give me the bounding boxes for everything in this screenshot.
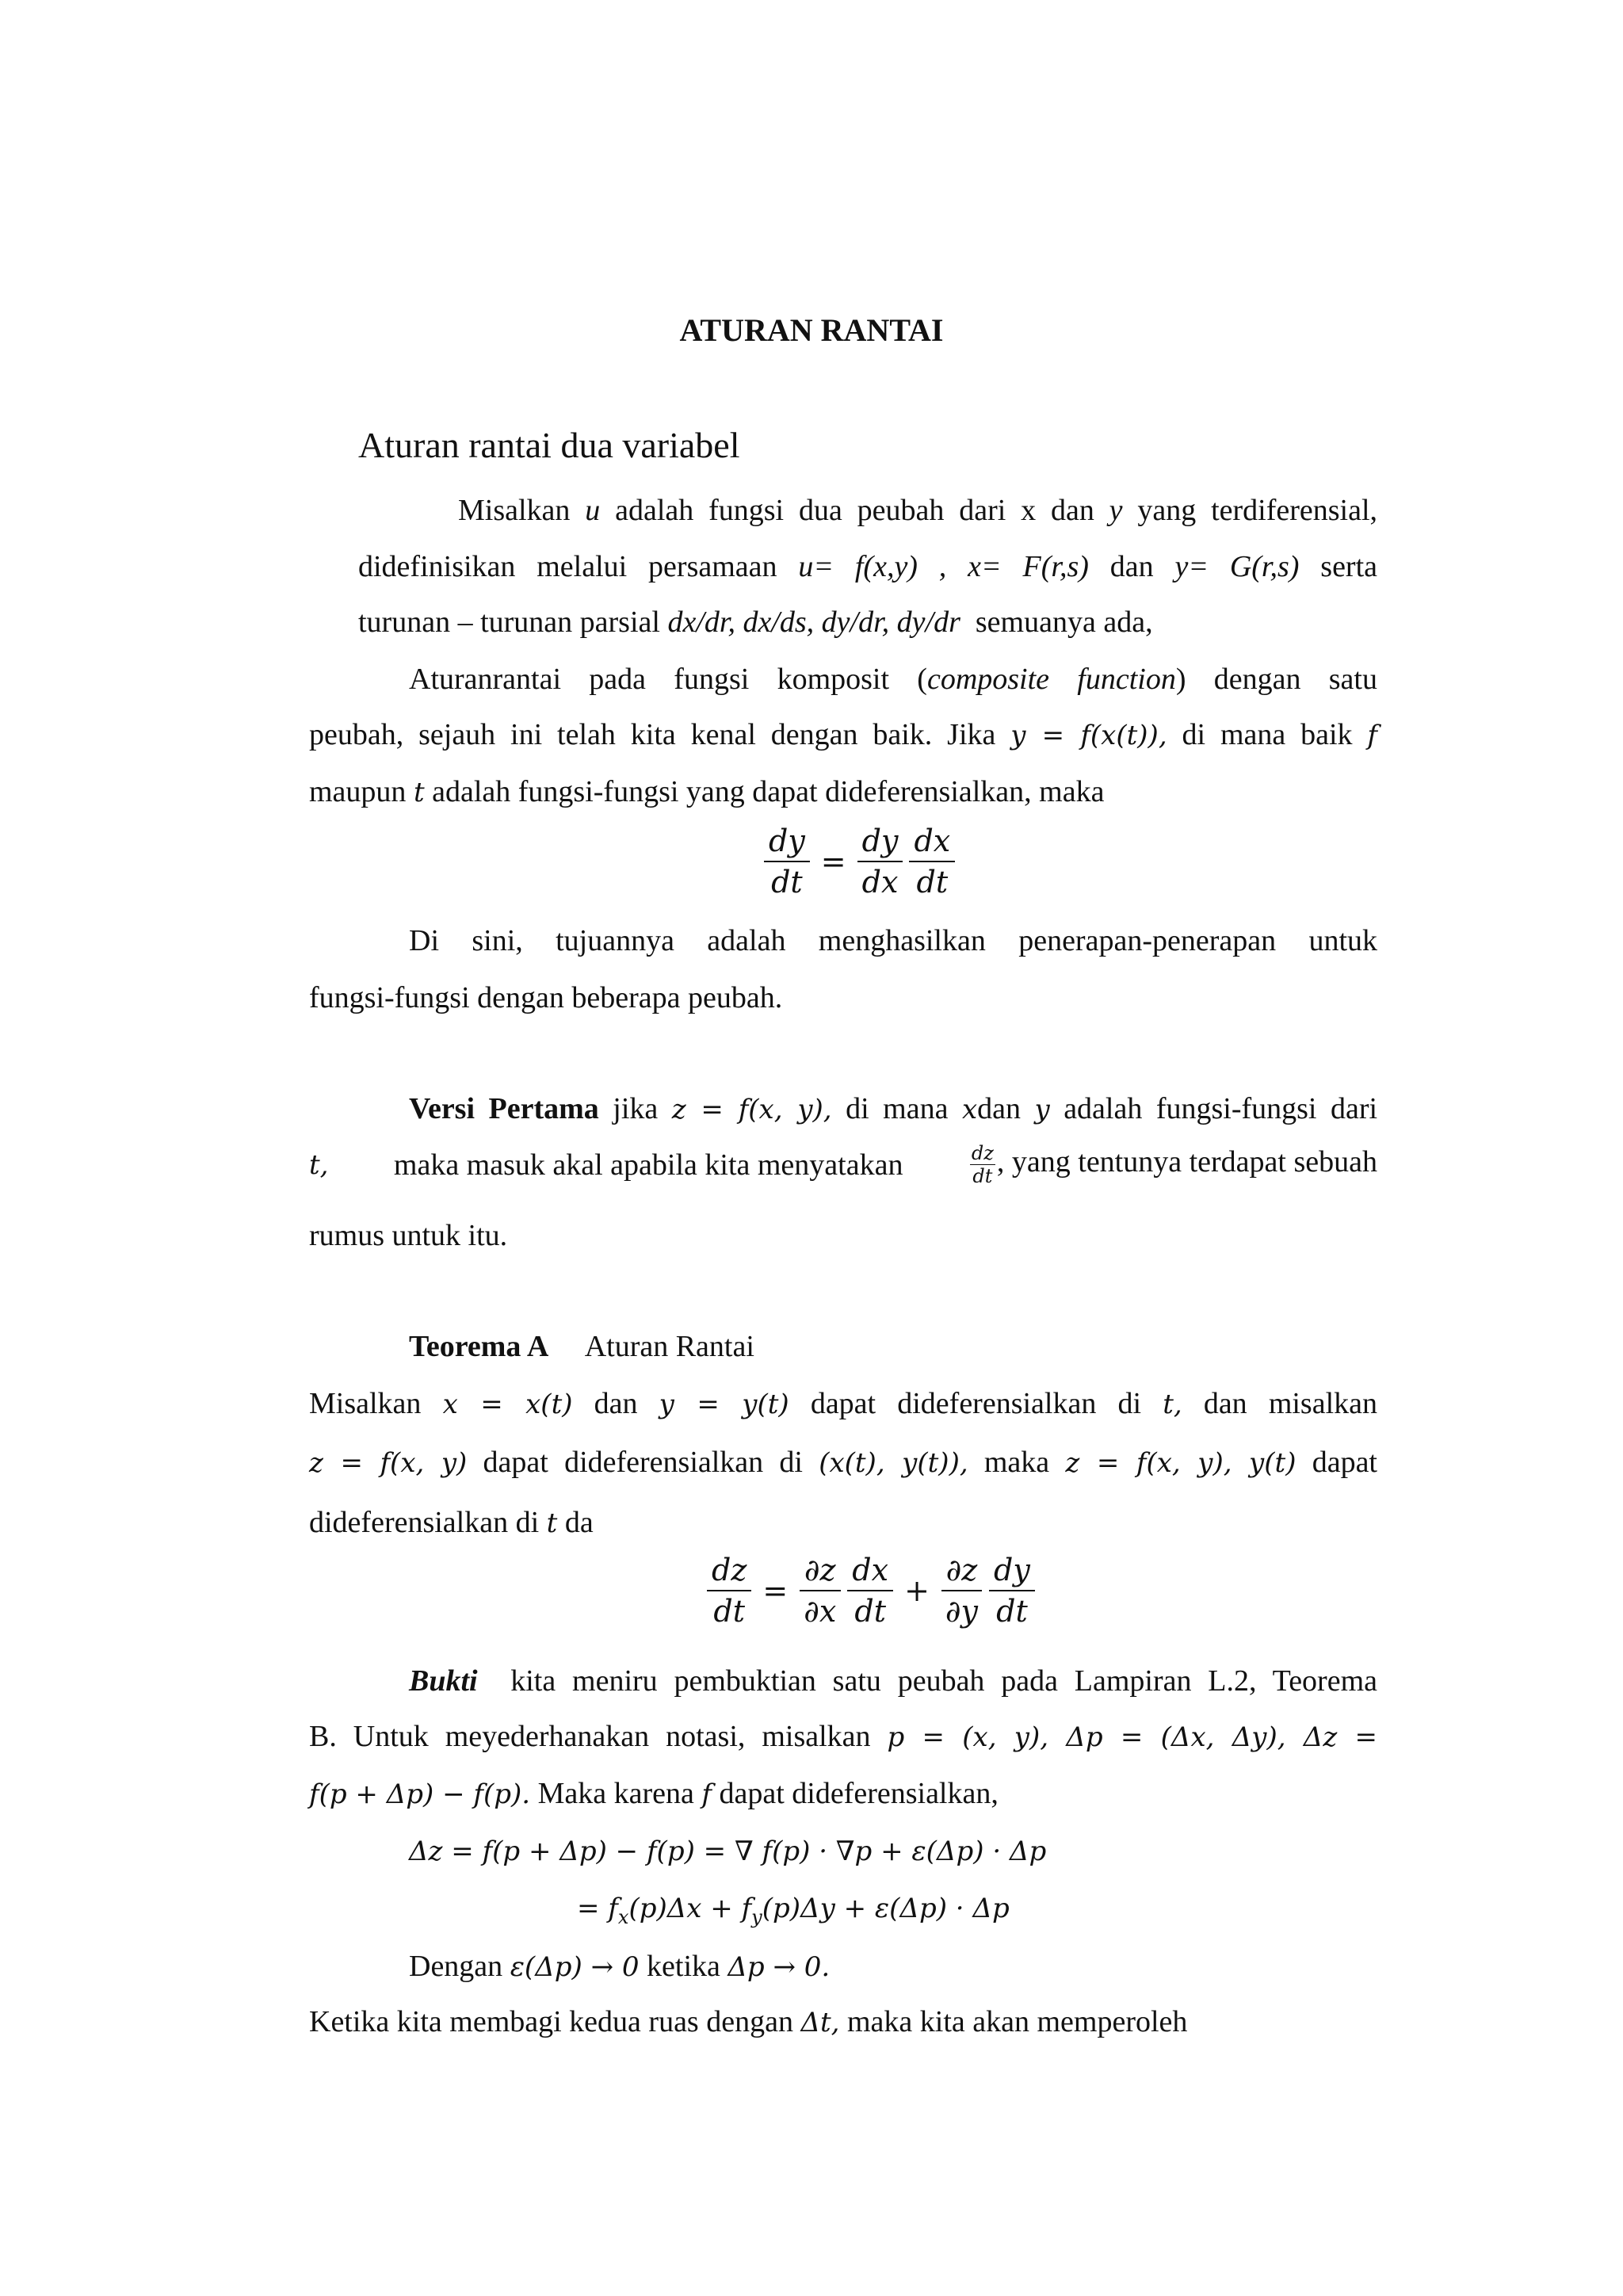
proof-line2: B. Untuk meyederhanakan notasi, misalkan p = (x, y), Δp = (Δx, Δy), Δz =	[309, 1720, 1377, 1753]
para4-line2: t, maka masuk akal apabila kita menyatakan $\frac{dz}{dt}$ , yang tentunya terdapat sebuah	[309, 1142, 1377, 1187]
proof-line3: f(p + Δp) − f(p). Maka karena f dapat dideferensialkan,	[309, 1777, 999, 1810]
para4-line3: rumus untuk itu.	[309, 1219, 508, 1252]
equation-chain-rule-two-variable: $\frac{dz}{dt}$ = $\frac{\partial z}{\partial x}$ $\frac{dx}{dt}$ + $\frac{\partial z}{\partial y}$ $\frac{dy}{dt}$	[704, 1555, 1038, 1626]
theorem-heading: Teorema A Aturan Rantai	[409, 1330, 754, 1363]
section-heading: Aturan rantai dua variabel	[358, 425, 740, 465]
para3-line2: fungsi-fungsi dengan beberapa peubah.	[309, 981, 783, 1014]
theorem-line1: Misalkan x = x(t) dan y = y(t) dapat dideferensialkan di t, dan misalkan	[309, 1387, 1378, 1420]
equation-chain-rule-single: $\frac{dy}{dt}$ = $\frac{dy}{dx}$ $\frac{dx}{dt}$	[761, 826, 958, 897]
para3-line1: Di sini, tujuannya adalah menghasilkan penerapan-penerapan untuk	[409, 924, 1377, 957]
para1-line1: Misalkan u adalah fungsi dua peubah dari x dan y yang terdiferensial,	[458, 494, 1378, 527]
para4-line1: Versi Pertama jika z = f(x, y), di mana xdan y adalah fungsi-fungsi dari	[409, 1092, 1378, 1125]
proof-line4: Dengan ε(Δp) → 0 ketika Δp → 0.	[409, 1950, 831, 1983]
theorem-line3: dideferensialkan di t da	[309, 1506, 594, 1539]
proof-equation-line2: = $f_x(p)\Delta x + f_y(p)\Delta y + \varepsilon(\Delta p) \cdot \Delta p$	[577, 1893, 1010, 1928]
proof-line1: Bukti kita meniru pembuktian satu peubah pada Lampiran L.2, Teorema	[409, 1664, 1378, 1698]
proof-line5: Ketika kita membagi kedua ruas dengan Δt, maka kita akan memperoleh	[309, 2005, 1188, 2038]
para1-line2: didefinisikan melalui persamaan u= f(x,y) , x= F(r,s) dan y= G(r,s) serta	[358, 550, 1378, 583]
para2-line3: maupun t adalah fungsi-fungsi yang dapat dideferensialkan, maka	[309, 775, 1105, 808]
para1-line3: turunan – turunan parsial dx/dr, dx/ds, dy/dr, dy/dr semuanya ada,	[358, 606, 1153, 639]
para2-line2: peubah, sejauh ini telah kita kenal dengan baik. Jika y = f(x(t)), di mana baik f	[309, 718, 1378, 751]
theorem-line2: z = f(x, y) dapat dideferensialkan di (x(t), y(t)), maka z = f(x, y), y(t) dapat	[309, 1446, 1377, 1479]
proof-equation-line1: Δz = f(p + Δp) − f(p) = ∇ f(p) · ∇p + ε(Δp) · Δp	[409, 1836, 1047, 1867]
para2-line1: Aturanrantai pada fungsi komposit (composite function) dengan satu	[409, 663, 1377, 696]
page-title: ATURAN RANTAI	[679, 312, 944, 348]
